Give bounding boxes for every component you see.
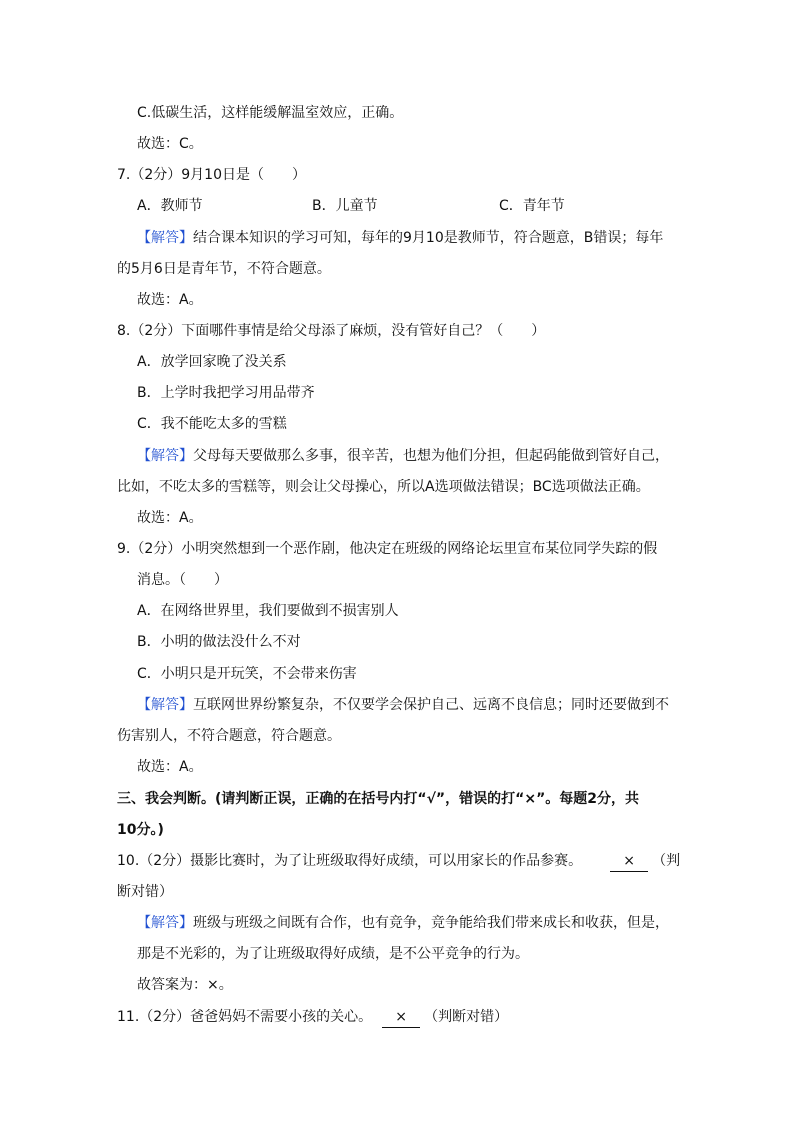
q9-jieda-line2: 伤害别人，不符合题意，符合题意。: [117, 728, 341, 744]
q10-jieda-line2: 那是不光彩的，为了让班级取得好成绩，是不公平竞争的行为。: [137, 946, 529, 962]
q7-jieda-line1: [137, 228, 663, 248]
q10-stem-line2: 断对错）: [117, 884, 173, 900]
q6-option-c-analysis: C.低碳生活，这样能缓解温室效应，正确。: [137, 105, 404, 121]
q11-answer-blank: ×: [382, 1007, 420, 1028]
q7-jieda-text1: 结合课本知识的学习可知，每年的9月10是教师节，符合题意，B错误；每年: [193, 230, 664, 246]
q8-jieda-tag: 【解答】: [137, 448, 193, 464]
q10-suffix: （判: [652, 853, 681, 869]
q8-option-c: C．我不能吃太多的雪糕: [137, 416, 287, 432]
q7-option-b: B．儿童节: [312, 198, 378, 214]
q9-jieda-line1: [137, 695, 669, 715]
q11-suffix: （判断对错）: [424, 1009, 509, 1025]
q10-jieda-line1: [137, 913, 669, 933]
q7-option-a: A．教师节: [137, 198, 203, 214]
q10-stem: 10.（2分）摄影比赛时，为了让班级取得好成绩，可以用家长的作品参赛。: [117, 853, 583, 869]
section3-title-line2: 10分。): [117, 822, 164, 838]
q8-jieda-text1: 父母每天要做那么多事，很辛苦，也想为他们分担，但起码能做到管好自己，: [193, 448, 669, 464]
q7-answer: 故选：A。: [137, 292, 203, 308]
q10-answer-blank: ×: [610, 851, 648, 872]
q9-option-c: C．小明只是开玩笑，不会带来伤害: [137, 666, 357, 682]
q7-stem: 7.（2分）9月10日是（ ）: [117, 167, 306, 183]
q6-answer: 故选：C。: [137, 136, 203, 152]
q8-jieda-line1: [137, 446, 669, 466]
q9-stem-line1: 9.（2分）小明突然想到一个恶作剧，他决定在班级的网络论坛里宣布某位同学失踪的假: [117, 541, 658, 557]
q10-answer: 故答案为：×。: [137, 977, 233, 993]
q9-option-b: B．小明的做法没什么不对: [137, 634, 301, 650]
q10-jieda-tag: 【解答】: [137, 915, 193, 931]
q11-stem-line: [117, 1007, 508, 1028]
q7-option-c: C．青年节: [499, 198, 565, 214]
q8-answer: 故选：A。: [137, 510, 203, 526]
q8-option-b: B．上学时我把学习用品带齐: [137, 385, 315, 401]
q9-jieda-tag: 【解答】: [137, 697, 193, 713]
q11-stem: 11.（2分）爸爸妈妈不需要小孩的关心。: [117, 1009, 373, 1025]
q7-jieda-line2: 的5月6日是青年节，不符合题意。: [117, 261, 331, 277]
q8-jieda-line2: 比如，不吃太多的雪糕等，则会让父母操心，所以A选项做法错误；BC选项做法正确。: [117, 479, 650, 495]
q9-answer: 故选：A。: [137, 759, 203, 775]
q9-option-a: A．在网络世界里，我们要做到不损害别人: [137, 603, 399, 619]
q9-stem-line2: 消息。（ ）: [137, 572, 228, 588]
q7-jieda-tag: 【解答】: [137, 230, 193, 246]
q10-jieda-text1: 班级与班级之间既有合作，也有竞争，竞争能给我们带来成长和收获，但是，: [193, 915, 669, 931]
q8-option-a: A．放学回家晚了没关系: [137, 354, 287, 370]
q10-stem-line1: [117, 851, 680, 872]
q8-stem: 8.（2分）下面哪件事情是给父母添了麻烦，没有管好自己？（ ）: [117, 323, 546, 339]
section3-title-line1: 三、我会判断。(请判断正误，正确的在括号内打“√”，错误的打“×”。每题2分，共: [117, 791, 640, 807]
q9-jieda-text1: 互联网世界纷繁复杂，不仅要学会保护自己、远离不良信息；同时还要做到不: [193, 697, 669, 713]
